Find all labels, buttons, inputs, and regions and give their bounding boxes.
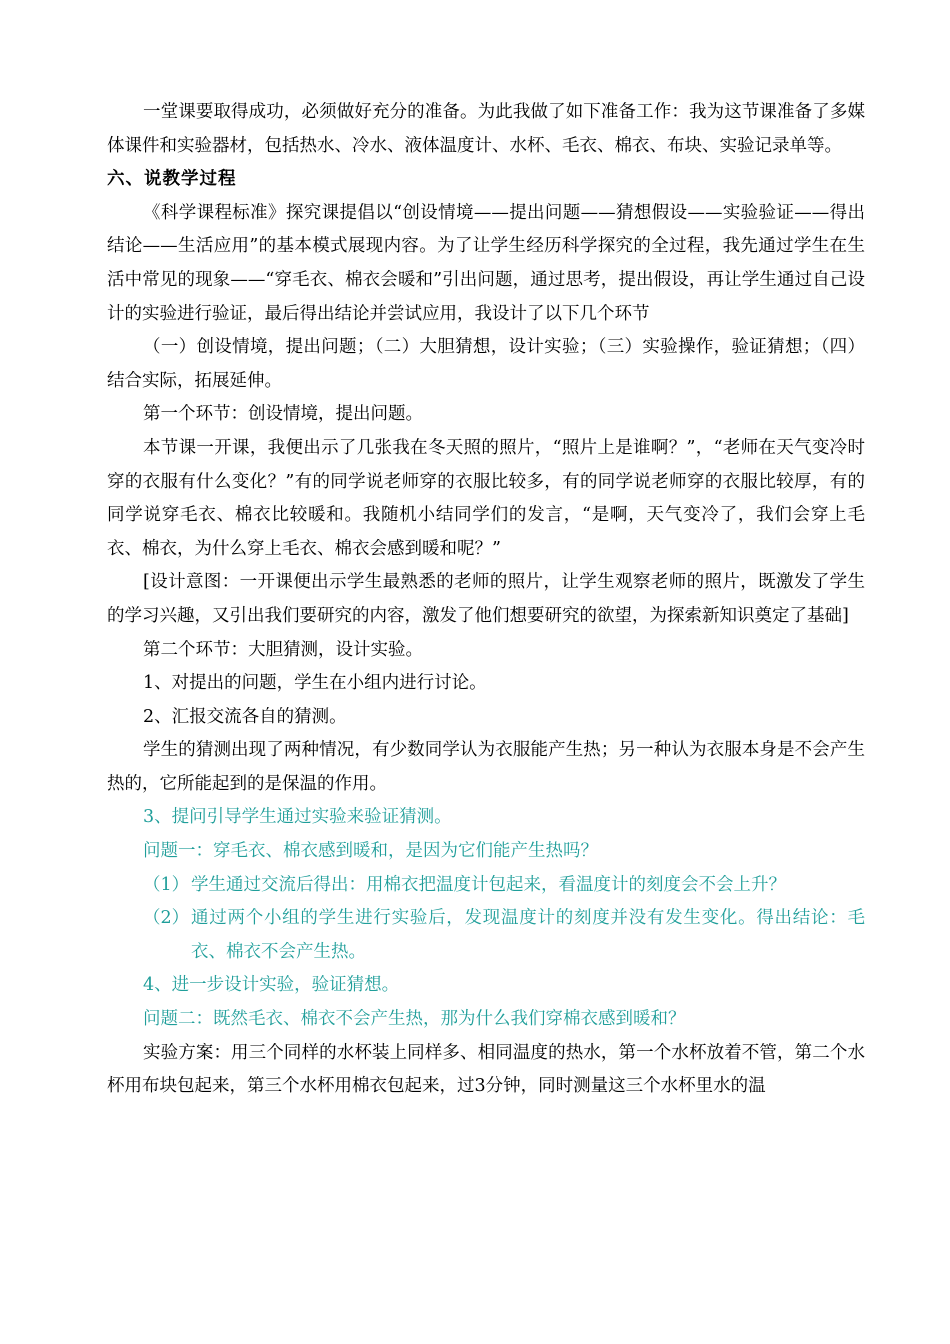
curriculum-standard-paragraph: 《科学课程标准》探究课提倡以“创设情境——提出问题——猜想假设——实验验证——得出结论——生活应用”的基本模式展现内容。为了让学生经历科学探究的全过程，我先通过学生在生活中常见的现象——“穿毛衣、棉衣会暖和”引出问题，通过思考，提出假设，再让学生通过自己设计的实验进行验证，最后得出结论并尝试应用，我设计了以下几个环节 xyxy=(107,202,865,324)
design-intent-paragraph: [设计意图：一开课便出示学生最熟悉的老师的照片，让学生观察老师的照片，既激发了学生的学习兴趣，又引出我们要研究的内容，激发了他们想要研究的欲望，为探索新知识奠定了基础] xyxy=(107,572,865,626)
stage-two-title: 第二个环节：大胆猜测，设计实验。 xyxy=(143,639,423,660)
stage-one-description: 本节课一开课，我便出示了几张我在冬天照的照片，“照片上是谁啊？”，“老师在天气变冷时穿的衣服有什么变化？”有的同学说老师穿的衣服比较多，有的同学说老师穿的衣服比较厚，有的同学说穿毛衣、棉衣比较暖和。我随机小结同学们的发言，“是啊，天气变冷了，我们会穿上毛衣、棉衣，为什么穿上毛衣、棉衣会感到暖和呢？” xyxy=(107,437,865,559)
question-one-paragraph: 问题一：穿毛衣、棉衣感到暖和，是因为它们能产生热吗？ xyxy=(143,841,598,862)
numbered-item-1-label: （1） xyxy=(143,874,190,895)
step-two-paragraph: 2、汇报交流各自的猜测。 xyxy=(143,706,347,727)
numbered-item-1 xyxy=(107,869,865,903)
step-four-paragraph: 4、进一步设计实验，验证猜想。 xyxy=(143,975,400,996)
section-heading-teaching-process: 六、说教学过程 xyxy=(107,169,237,190)
document-page xyxy=(107,96,865,1104)
stages-list-paragraph: （一）创设情境，提出问题；（二）大胆猜想，设计实验；（三）实验操作，验证猜想；（四）结合实际，拓展延伸。 xyxy=(107,337,865,391)
numbered-item-1-text: 学生通过交流后得出：用棉衣把温度计包起来，看温度计的刻度会不会上升？ xyxy=(191,874,786,895)
student-guesses-paragraph: 学生的猜测出现了两种情况，有少数同学认为衣服能产生热；另一种认为衣服本身是不会产生热的，它所能起到的是保温的作用。 xyxy=(107,740,865,794)
experiment-plan-paragraph: 实验方案：用三个同样的水杯装上同样多、相同温度的热水，第一个水杯放着不管，第二个水杯用布块包起来，第三个水杯用棉衣包起来，过3分钟，同时测量这三个水杯里水的温 xyxy=(107,1042,865,1097)
stage-one-title: 第一个环节：创设情境，提出问题。 xyxy=(143,404,423,425)
preparation-paragraph: 一堂课要取得成功，必须做好充分的准备。为此我做了如下准备工作：我为这节课准备了多媒体课件和实验器材，包括热水、冷水、液体温度计、水杯、毛衣、棉衣、布块、实验记录单等。 xyxy=(107,102,865,156)
step-one-paragraph: 1、对提出的问题，学生在小组内进行讨论。 xyxy=(143,673,487,694)
question-two-paragraph: 问题二：既然毛衣、棉衣不会产生热，那为什么我们穿棉衣感到暖和？ xyxy=(143,1009,686,1030)
numbered-item-2-label: （2） xyxy=(143,908,190,929)
numbered-item-2-text: 通过两个小组的学生进行实验后，发现温度计的刻度并没有发生变化。得出结论：毛衣、棉衣不会产生热。 xyxy=(191,908,865,962)
step-three-paragraph: 3、提问引导学生通过实验来验证猜测。 xyxy=(143,807,452,828)
numbered-item-2 xyxy=(107,902,865,969)
